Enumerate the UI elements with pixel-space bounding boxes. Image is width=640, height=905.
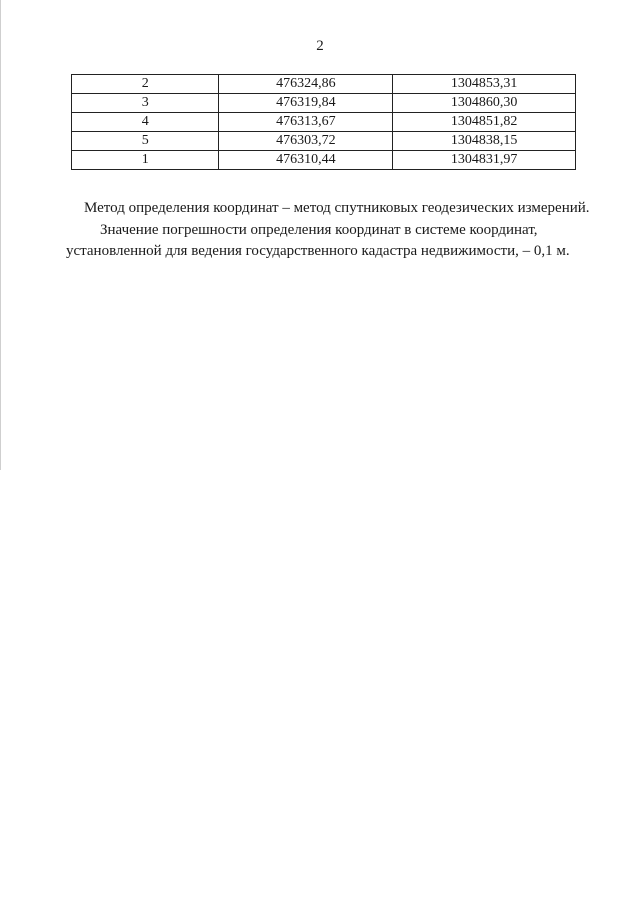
x-coordinate-cell: 476324,86 [219,75,393,94]
x-coordinate-cell: 476310,44 [219,151,393,170]
table-row [72,75,576,94]
coordinates-table-body [72,75,576,170]
scan-edge-shadow [0,0,1,470]
accuracy-paragraph-line-1: Значение погрешности определения координат в системе координат, [100,222,538,238]
point-number-cell: 2 [72,75,219,94]
point-number-cell: 4 [72,113,219,132]
point-number-cell: 3 [72,94,219,113]
x-coordinate-cell: 476303,72 [219,132,393,151]
accuracy-paragraph-line-2: установленной для ведения государственного кадастра недвижимости, – 0,1 м. [66,243,570,259]
x-coordinate-cell: 476313,67 [219,113,393,132]
y-coordinate-cell: 1304838,15 [393,132,576,151]
table-row [72,151,576,170]
method-paragraph: Метод определения координат – метод спутниковых геодезических измерений. [84,200,590,216]
table-row [72,132,576,151]
table-row [72,113,576,132]
coordinates-table [71,74,576,170]
point-number-cell: 1 [72,151,219,170]
point-number-cell: 5 [72,132,219,151]
x-coordinate-cell: 476319,84 [219,94,393,113]
y-coordinate-cell: 1304860,30 [393,94,576,113]
page-number: 2 [316,38,324,54]
y-coordinate-cell: 1304853,31 [393,75,576,94]
y-coordinate-cell: 1304831,97 [393,151,576,170]
table-row [72,94,576,113]
y-coordinate-cell: 1304851,82 [393,113,576,132]
